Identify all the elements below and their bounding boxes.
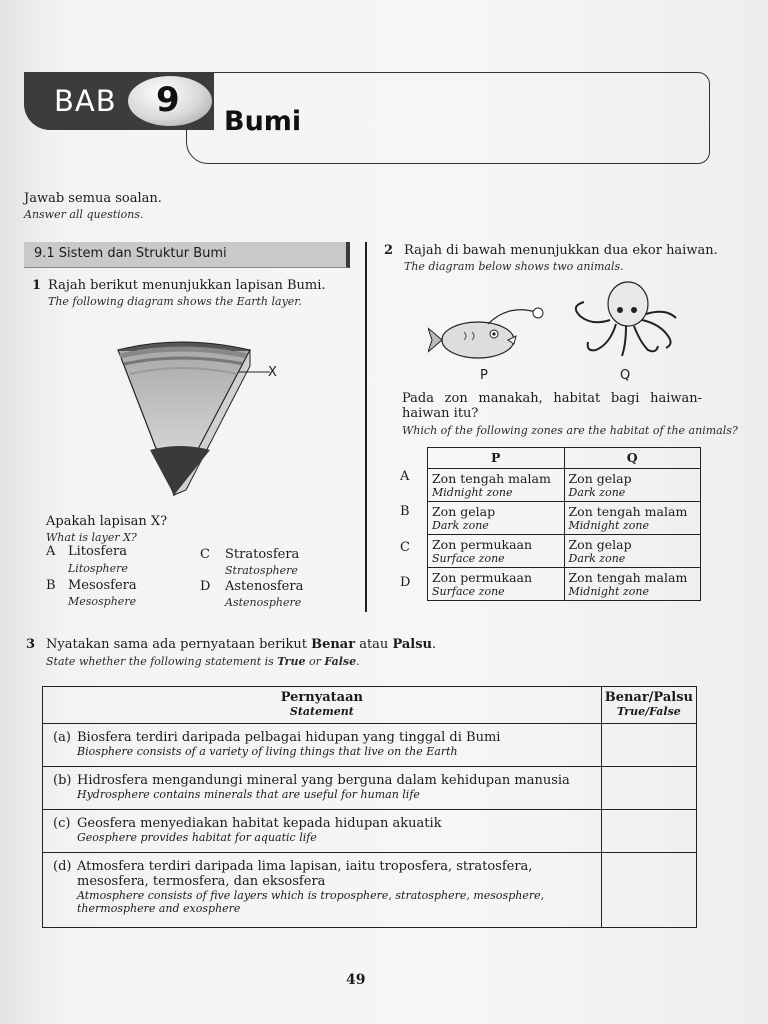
octopus-icon <box>568 276 684 362</box>
q1-option-d[interactable]: D Astenosfera <box>200 579 304 594</box>
animal-p-label: P <box>480 368 488 383</box>
chapter-number: 9 <box>156 80 180 120</box>
answer-cell[interactable] <box>601 767 696 810</box>
q1-prompt-en: The following diagram shows the Earth layer. <box>48 295 302 308</box>
q1-option-c[interactable]: C Stratosfera <box>200 547 300 562</box>
answer-cell[interactable] <box>601 724 696 767</box>
q1-option-b-en: Mesosphere <box>68 595 137 608</box>
q1-option-d-en: Astenosphere <box>225 596 302 609</box>
table-row: (b) Hidrosfera mengandungi mineral yang berguna dalam kehidupan manusia Hydrosphere contains minerals that are useful for human life <box>43 767 697 810</box>
q2-letter-c: C <box>400 540 410 555</box>
column-header-true-false: Benar/Palsu True/False <box>601 687 696 724</box>
q1-prompt: Rajah berikut menunjukkan lapisan Bumi. <box>48 278 326 293</box>
q1-option-a[interactable]: A Litosfera <box>46 544 127 559</box>
q1-number: 1 <box>32 278 42 293</box>
q3-statement-table <box>42 686 697 928</box>
answer-cell[interactable] <box>601 853 696 928</box>
section-heading: 9.1 Sistem dan Struktur Bumi <box>34 246 227 261</box>
chapter-label: BAB <box>54 84 117 118</box>
earth-layers-diagram <box>110 330 290 500</box>
table-row[interactable]: Zon gelap Dark zone Zon tengah malam Midnight zone <box>428 502 701 535</box>
page-number: 49 <box>346 972 366 988</box>
q2-prompt: Rajah di bawah menunjukkan dua ekor haiwan. <box>404 243 718 258</box>
chapter-title: Bumi <box>224 106 302 137</box>
instructions-ms: Jawab semua soalan. <box>24 191 162 206</box>
q1-option-a-en: Litosphere <box>68 562 128 575</box>
table-row[interactable]: Zon permukaan Surface zone Zon tengah malam Midnight zone <box>428 568 701 601</box>
answer-cell[interactable] <box>601 810 696 853</box>
q2-number: 2 <box>384 243 394 258</box>
q2-letter-b: B <box>400 504 410 519</box>
table-row: (a) Biosfera terdiri daripada pelbagai hidupan yang tinggal di Bumi Biosphere consists of a variety of living things that live on the Earth <box>43 724 697 767</box>
table-row[interactable]: Zon tengah malam Midnight zone Zon gelap Dark zone <box>428 469 701 502</box>
anglerfish-icon <box>428 302 550 362</box>
q3-prompt-en: State whether the following statement is True or False. <box>46 655 360 668</box>
column-divider <box>365 242 367 612</box>
table-row[interactable]: Zon permukaan Surface zone Zon gelap Dark zone <box>428 535 701 568</box>
q1-question-en: What is layer X? <box>46 531 137 544</box>
q2-question-en: Which of the following zones are the habitat of the animals? <box>402 424 738 437</box>
q1-option-b[interactable]: B Mesosfera <box>46 578 137 593</box>
q3-number: 3 <box>26 637 36 652</box>
diagram-label-x: X <box>268 365 277 380</box>
q3-prompt: Nyatakan sama ada pernyataan berikut Benar atau Palsu. <box>46 637 437 652</box>
q1-question: Apakah lapisan X? <box>46 514 168 529</box>
instructions-en: Answer all questions. <box>24 208 144 221</box>
table-header-row <box>428 448 701 469</box>
column-header-p: P <box>428 448 565 469</box>
q1-option-c-en: Stratosphere <box>225 564 298 577</box>
q2-letter-d: D <box>400 575 411 590</box>
column-header-q: Q <box>564 448 701 469</box>
q2-question: Pada zon manakah, habitat bagi haiwan-haiwan itu? <box>402 391 702 421</box>
q2-prompt-en: The diagram below shows two animals. <box>404 260 624 273</box>
column-header-statement: Pernyataan Statement <box>43 687 602 724</box>
table-row: (d) Atmosfera terdiri daripada lima lapisan, iaitu troposfera, stratosfera, mesosfera, termosfera, dan eksosfera Atmosphere consists of five layers which is troposphere, stratosphere, mesosphere, thermosphere and exosphere <box>43 853 697 928</box>
q2-letter-a: A <box>400 469 410 484</box>
animal-q-label: Q <box>620 368 631 383</box>
table-row: (c) Geosfera menyediakan habitat kepada hidupan akuatik Geosphere provides habitat for aquatic life <box>43 810 697 853</box>
table-header-row <box>43 687 697 724</box>
q2-answer-table <box>427 447 701 601</box>
